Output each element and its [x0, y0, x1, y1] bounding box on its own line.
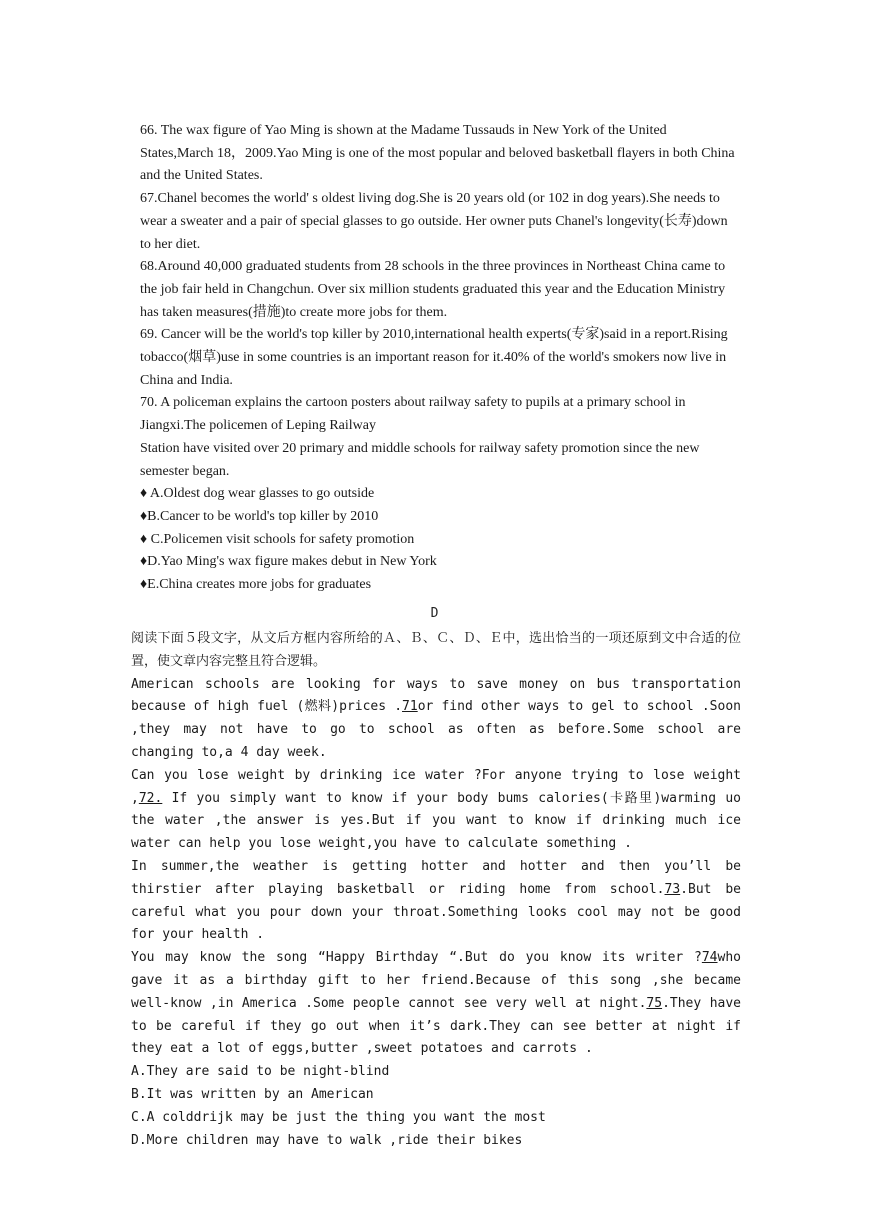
headline-option-a: ♦ A.Oldest dog wear glasses to go outside: [140, 486, 375, 502]
passage-paragraph-2: [131, 765, 741, 856]
news-item-67: 67.Chanel becomes the world' s oldest living dog.She is 20 years old (or 102 in dog years).She needs to wear a sweater and a pair of special glasses to go outside. Her owner puts Chanel's longevity(长寿)down to her diet.: [140, 191, 728, 252]
news-item-68: 68.Around 40,000 graduated students from 28 schools in the three provinces in Northeast China came to the job fair held in Changchun. Over six million students graduated this year and the Education Ministry has taken measures(措施)to create more jobs for them.: [140, 259, 726, 320]
headline-option-d: ♦D.Yao Ming's wax figure makes debut in New York: [140, 554, 437, 570]
passage-text: who gave it as a birthday gift to her friend.Because of this song ,she became well-know ,in America .Some people cannot see very well at night.: [131, 950, 741, 1011]
news-item-66: 66. The wax figure of Yao Ming is shown at the Madame Tussauds in New York of the United States,March 18，2009.Yao Ming is one of the most popular and beloved basketball flayers in both China and the United States.: [140, 123, 735, 184]
passage-text: or find other ways to gel to school .Soon ,they may not have to go to school as often as before.Some school are changing to,a 4 day week.: [131, 699, 741, 760]
news-items: [140, 120, 740, 597]
headline-option-c: ♦ C.Policemen visit schools for safety promotion: [140, 531, 415, 547]
headline-option-e: ♦E.China creates more jobs for graduates: [140, 577, 372, 593]
passage-text: .They have to be careful if they go out when it’s dark.They can see better at night if they eat a lot of eggs,butter ,sweet potatoes and carrots .: [131, 995, 741, 1057]
news-item-69: 69. Cancer will be the world's top killer by 2010,international health experts(专家)said in a report.Rising tobacco(烟草)use in some countries is an important reason for it.40% of the world's smokers now live in China and India.: [140, 327, 728, 388]
passage-text: You may know the song “Happy Birthday “.But do you know its writer ?: [131, 950, 702, 966]
answer-option-d: D.More children may have to walk ,ride their bikes: [131, 1132, 523, 1148]
section-heading: D: [430, 606, 439, 621]
headline-option-b: ♦B.Cancer to be world's top killer by 2010: [140, 508, 379, 524]
passage-text: .But be careful what you pour down your throat.Something looks cool may not be good for your health .: [131, 881, 741, 943]
passage-paragraph-1: [131, 674, 741, 765]
blank-71: 71: [402, 699, 418, 715]
passage-text: In summer,the weather is getting hotter and hotter and then you’ll be thirstier after playing basketball or riding home from school.: [131, 858, 741, 897]
blank-75: 75: [646, 995, 663, 1011]
passage-paragraph-4: [131, 947, 741, 1061]
section-d-body: [131, 628, 741, 1152]
answer-option-c: C.A colddrijk may be just the thing you want the most: [131, 1109, 546, 1125]
passage-text: American schools are looking for ways to save money on bus transportation because of high fuel (燃料)prices .: [131, 676, 741, 715]
news-item-70-part2: Station have visited over 20 primary and middle schools for railway safety promotion since the new semester began.: [140, 440, 700, 479]
passage-paragraph-3: [131, 856, 741, 947]
blank-72: 72.: [138, 790, 163, 806]
news-item-70-part1: 70. A policeman explains the cartoon posters about railway safety to pupils at a primary school in Jiangxi.The policemen of Leping Railway: [140, 395, 686, 434]
section-instructions: 阅读下面５段文字，从文后方框内容所给的Ａ、Ｂ、Ｃ、Ｄ、Ｅ中，选出恰当的一项还原到文中合适的位置，使文章内容完整且符合逻辑。: [131, 631, 741, 669]
answer-option-b: B.It was written by an American: [131, 1086, 374, 1102]
passage-text: Can you lose weight by drinking ice water ?For anyone trying to lose weight ,: [131, 767, 741, 806]
blank-74: 74: [701, 950, 718, 966]
answer-option-a: A.They are said to be night-blind: [131, 1064, 390, 1080]
passage-text: If you simply want to know if your body bums calories(卡路里)warming uo the water ,the answer is yes.But if you want to know if drinking much ice water can help you lose weight,you have to calculate something .: [131, 790, 741, 852]
blank-73: 73: [664, 881, 681, 897]
